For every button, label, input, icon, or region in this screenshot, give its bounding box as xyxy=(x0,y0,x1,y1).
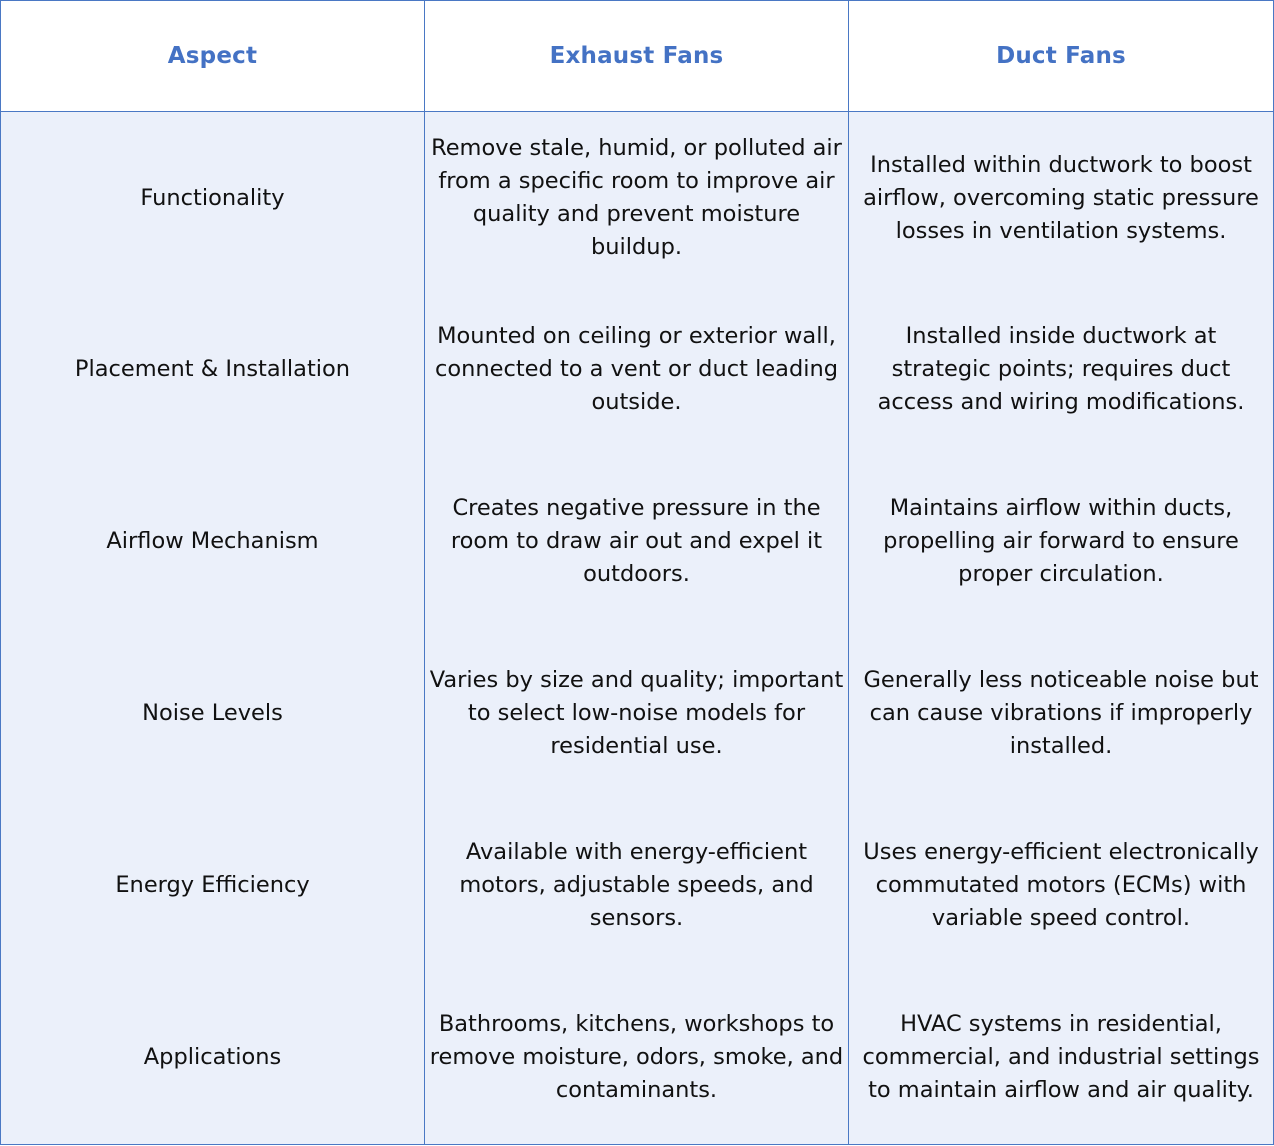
aspect-cell: Placement & Installation xyxy=(1,284,425,456)
exhaust-fans-cell: Creates negative pressure in the room to draw air out and expel it outdoors. xyxy=(425,456,849,628)
exhaust-fans-cell: Bathrooms, kitchens, workshops to remove moisture, odors, smoke, and contaminants. xyxy=(425,972,849,1145)
table-row xyxy=(1,284,1274,456)
duct-fans-cell: Generally less noticeable noise but can cause vibrations if improperly installed. xyxy=(849,628,1274,800)
table-body xyxy=(1,112,1274,1145)
duct-fans-cell: Installed inside ductwork at strategic points; requires duct access and wiring modifications. xyxy=(849,284,1274,456)
table-row xyxy=(1,972,1274,1145)
header-aspect: Aspect xyxy=(1,1,425,112)
table-row xyxy=(1,456,1274,628)
duct-fans-cell: Uses energy-efficient electronically commutated motors (ECMs) with variable speed control. xyxy=(849,800,1274,972)
exhaust-fans-cell: Remove stale, humid, or polluted air from a specific room to improve air quality and prevent moisture buildup. xyxy=(425,112,849,285)
aspect-cell: Airflow Mechanism xyxy=(1,456,425,628)
header-duct-fans: Duct Fans xyxy=(849,1,1274,112)
aspect-cell: Functionality xyxy=(1,112,425,285)
duct-fans-cell: Maintains airflow within ducts, propelling air forward to ensure proper circulation. xyxy=(849,456,1274,628)
aspect-cell: Energy Efficiency xyxy=(1,800,425,972)
table-row xyxy=(1,628,1274,800)
header-row xyxy=(1,1,1274,112)
duct-fans-cell: Installed within ductwork to boost airflow, overcoming static pressure losses in ventilation systems. xyxy=(849,112,1274,285)
table-row xyxy=(1,800,1274,972)
exhaust-fans-cell: Mounted on ceiling or exterior wall, connected to a vent or duct leading outside. xyxy=(425,284,849,456)
exhaust-fans-cell: Available with energy-efficient motors, adjustable speeds, and sensors. xyxy=(425,800,849,972)
aspect-cell: Applications xyxy=(1,972,425,1145)
table-header xyxy=(1,1,1274,112)
table-row xyxy=(1,112,1274,285)
duct-fans-cell: HVAC systems in residential, commercial, and industrial settings to maintain airflow and air quality. xyxy=(849,972,1274,1145)
header-exhaust-fans: Exhaust Fans xyxy=(425,1,849,112)
exhaust-fans-cell: Varies by size and quality; important to select low-noise models for residential use. xyxy=(425,628,849,800)
aspect-cell: Noise Levels xyxy=(1,628,425,800)
